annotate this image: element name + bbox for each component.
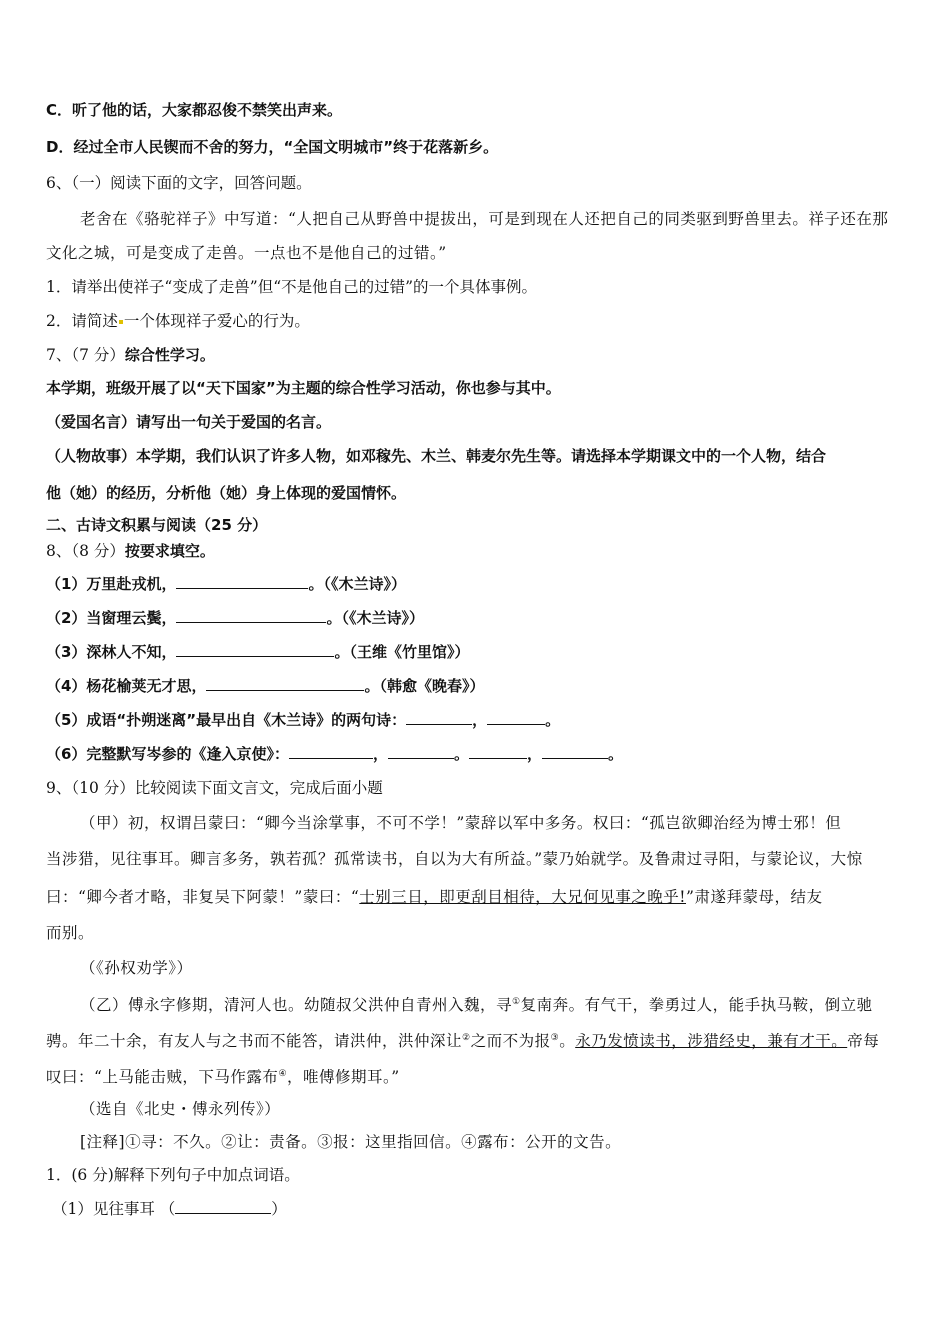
- q9-jia-source: （《孙权劝学》）: [80, 959, 193, 977]
- answer-blank[interactable]: [176, 607, 326, 623]
- q9-yi-line-1: （乙）傅永字修期，清河人也。幼随叔父洪仲自青州入魏，寻①复南奔。有气干，拳勇过人，能手执马鞍，倒立驰: [80, 996, 873, 1015]
- underlined-sentence: 永乃发愤读书，涉猎经史，兼有才干。: [575, 1032, 848, 1051]
- q7-heading: [46, 344, 910, 366]
- answer-blank[interactable]: [176, 573, 308, 589]
- footnote-mark: ①: [512, 997, 521, 1007]
- q7-intro: 本学期，班级开展了以“天下国家”为主题的综合性学习活动，你也参与其中。: [46, 379, 561, 397]
- q8-item-1: （1）万里赴戎机， 。（《木兰诗》）: [46, 575, 406, 593]
- q8-item-2: （2）当窗理云鬓， 。（《木兰诗》）: [46, 609, 424, 627]
- q6-sub2-text-b: 一个体现祥子爱心的行为。: [123, 312, 310, 330]
- q6-subquestion-2: [46, 310, 910, 332]
- q6-subquestion-1: 1．请举出使祥子“变成了走兽”但“不是他自己的过错”的一个具体事例。: [46, 278, 538, 296]
- underlined-sentence: 士别三日，即更刮目相待，大兄何见事之晚乎!: [359, 888, 687, 906]
- answer-blank[interactable]: [469, 743, 527, 759]
- answer-blank[interactable]: [542, 743, 608, 759]
- q9-jia-line-1: （甲）初，权谓吕蒙曰：“卿今当涂掌事，不可不学！”蒙辞以军中多务。权曰：“孤岂欲卿治经为博士邪！但: [80, 814, 842, 832]
- section-2-heading: 二、古诗文积累与阅读（25 分）: [46, 516, 268, 534]
- footnote-mark: ④: [278, 1069, 288, 1079]
- q5-option-c: C．听了他的话，大家都忍俊不禁笑出声来。: [46, 101, 343, 119]
- q9-yi-source: （选自《北史・傅永列传》）: [80, 1100, 281, 1118]
- q6-passage-line-1: 老舍在《骆驼祥子》中写道：“人把自己从野兽中提拔出，可是到现在人还把自己的同类驱到野兽里去。祥子还在那: [80, 210, 889, 228]
- q6-heading: 6、（一）阅读下面的文字，回答问题。: [46, 174, 312, 192]
- q8-score: 8、（8 分）: [46, 542, 125, 560]
- q9-sub1-item-1: （1）见往事耳 （ ）: [52, 1200, 287, 1218]
- q9-yi-line-3: 叹曰：“上马能击贼，下马作露布④，唯傅修期耳。”: [46, 1068, 400, 1087]
- q5-option-d: D．经过全市人民锲而不舍的努力，“全国文明城市”终于花落新乡。: [46, 138, 499, 156]
- q9-subquestion-1: 1．(6 分)解释下列句子中加点词语。: [46, 1166, 300, 1184]
- answer-blank[interactable]: [206, 675, 364, 691]
- q8-item-3: （3）深林人不知， 。（王维《竹里馆》）: [46, 643, 470, 661]
- q7-task-2-line-2: 他（她）的经历，分析他（她）身上体现的爱国情怀。: [46, 484, 407, 502]
- q9-jia-line-4: 而别。: [46, 924, 95, 942]
- footnote-mark: ②: [462, 1033, 471, 1043]
- q7-title: 综合性学习。: [124, 346, 215, 364]
- answer-blank[interactable]: [487, 709, 545, 725]
- answer-blank[interactable]: [388, 743, 454, 759]
- answer-blank[interactable]: [406, 709, 472, 725]
- q8-heading: [46, 540, 910, 562]
- answer-blank[interactable]: [289, 743, 373, 759]
- q8-title: 按要求填空。: [124, 542, 215, 560]
- q6-sub2-text-a: 2．请简述: [46, 312, 118, 330]
- q9-jia-line-3: 曰：“卿今者才略，非复吴下阿蒙！”蒙曰：“士别三日，即更刮目相待，大兄何见事之晚乎!”肃遂拜蒙母，结友: [46, 888, 823, 906]
- q9-notes: [注释]①寻：不久。②让：责备。③报：这里指回信。④露布：公开的文告。: [80, 1133, 622, 1151]
- q9-yi-line-2: 骋。年二十余，有友人与之书而不能答，请洪仲，洪仲深让②之而不为报③。永乃发愤读书，涉猎经史，兼有才干。帝每: [46, 1032, 880, 1051]
- answer-blank[interactable]: [175, 1198, 271, 1214]
- q7-score: 7、（7 分）: [46, 346, 125, 364]
- marker-dot-icon: [119, 320, 123, 324]
- q8-item-4: （4）杨花榆荚无才思， 。（韩愈《晚春》）: [46, 677, 485, 695]
- footnote-mark: ③: [550, 1033, 560, 1043]
- q9-jia-line-2: 当涉猎，见往事耳。卿言多务，孰若孤？孤常读书，自以为大有所益。”蒙乃始就学。及鲁肃过寻阳，与蒙论议，大惊: [46, 850, 863, 868]
- q7-task-1: （爱国名言）请写出一句关于爱国的名言。: [46, 413, 332, 431]
- q6-passage-line-2: 文化之城，可是变成了走兽。一点也不是他自己的过错。”: [46, 244, 447, 262]
- q9-heading: 9、（10 分）比较阅读下面文言文，完成后面小题: [46, 779, 383, 797]
- q8-item-5: （5）成语“扑朔迷离”最早出自《木兰诗》的两句诗： ， 。: [46, 711, 561, 729]
- q8-item-6: （6）完整默写岑参的《逢入京使》： ， 。 ， 。: [46, 745, 624, 763]
- answer-blank[interactable]: [176, 641, 334, 657]
- q7-task-2-line-1: （人物故事）本学期，我们认识了许多人物，如邓稼先、木兰、韩麦尔先生等。请选择本学期课文中的一个人物，结合: [46, 447, 827, 465]
